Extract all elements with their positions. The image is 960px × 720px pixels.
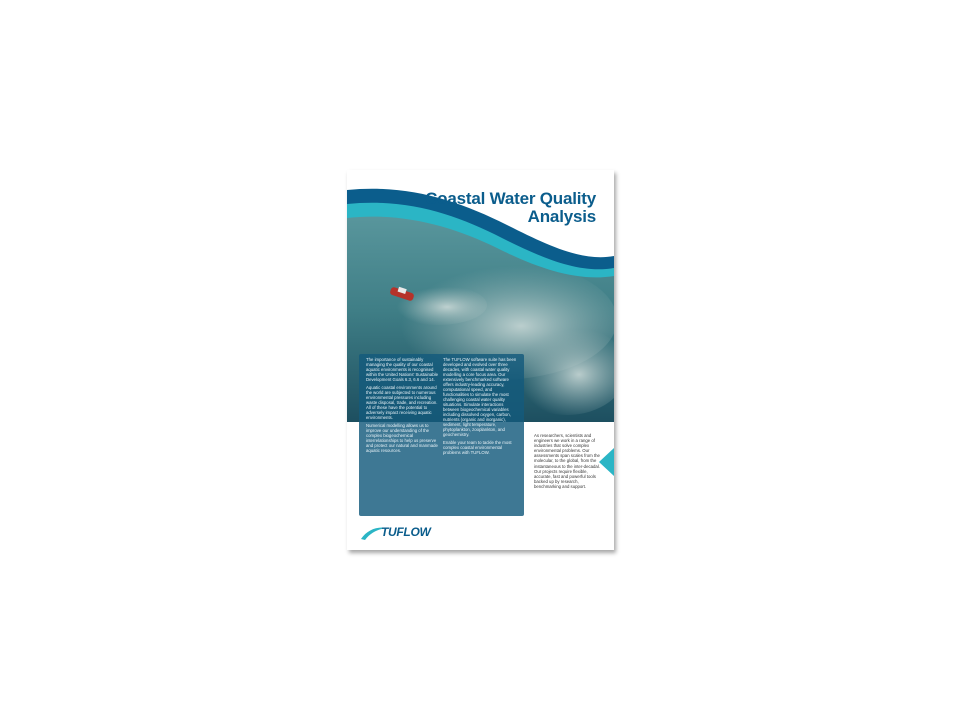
tuflow-logo (359, 525, 449, 541)
text-column-right (443, 357, 517, 458)
title-line-2: Analysis (527, 207, 596, 226)
brochure-page (347, 170, 614, 550)
paragraph: The TUFLOW software suite has been developed and evolved over three decades, with coastal water quality modelling a core focus area. Our extensively benchmarked software offers industry-leading accuracy, computational speed, and functionalities to simulate the most challenging coastal water quality situations. Simulate interactions between biogeochemical variables including dissolved oxygen, carbon, nutrients (organic and inorganic), sediment, light temperature, phytoplankton, zooplankton, and geochemistry. (443, 357, 517, 437)
logo-text: TUFLOW (381, 525, 431, 539)
paragraph: The importance of sustainably managing the quality of our coastal aquatic environments is recognised within the United Nations' Sustainable Development Goals 6.3, 6.6 and 14. (366, 357, 439, 382)
intro-text-box (359, 354, 524, 516)
aside-text: As researchers, scientists and engineers we work in a range of industries that solve complex environmental problems. Our assessments span scales from the molecular, to the global, from the instantaneous to the inter-decadal. Our projects require flexible, accurate, fast and powerful tools backed up by research, benchmarking and support. (534, 433, 600, 489)
text-column-left (366, 357, 440, 456)
page-title (425, 190, 596, 226)
paragraph: Enable your team to tackle the most complex coastal environmental problems with TUFLOW. (443, 440, 512, 455)
paragraph: Aquatic coastal environments around the world are subjected to numerous environmental pressures including waste disposal, trade, and recreation. All of these have the potential to adversely impact receiving aquatic environments. (366, 385, 438, 420)
title-line-1: Coastal Water Quality (425, 189, 596, 208)
paragraph: Numerical modelling allows us to improve our understanding of the complex biogeochemical interrelationships to help us preserve and protect our natural and manmade aquatic resources. (366, 423, 438, 453)
